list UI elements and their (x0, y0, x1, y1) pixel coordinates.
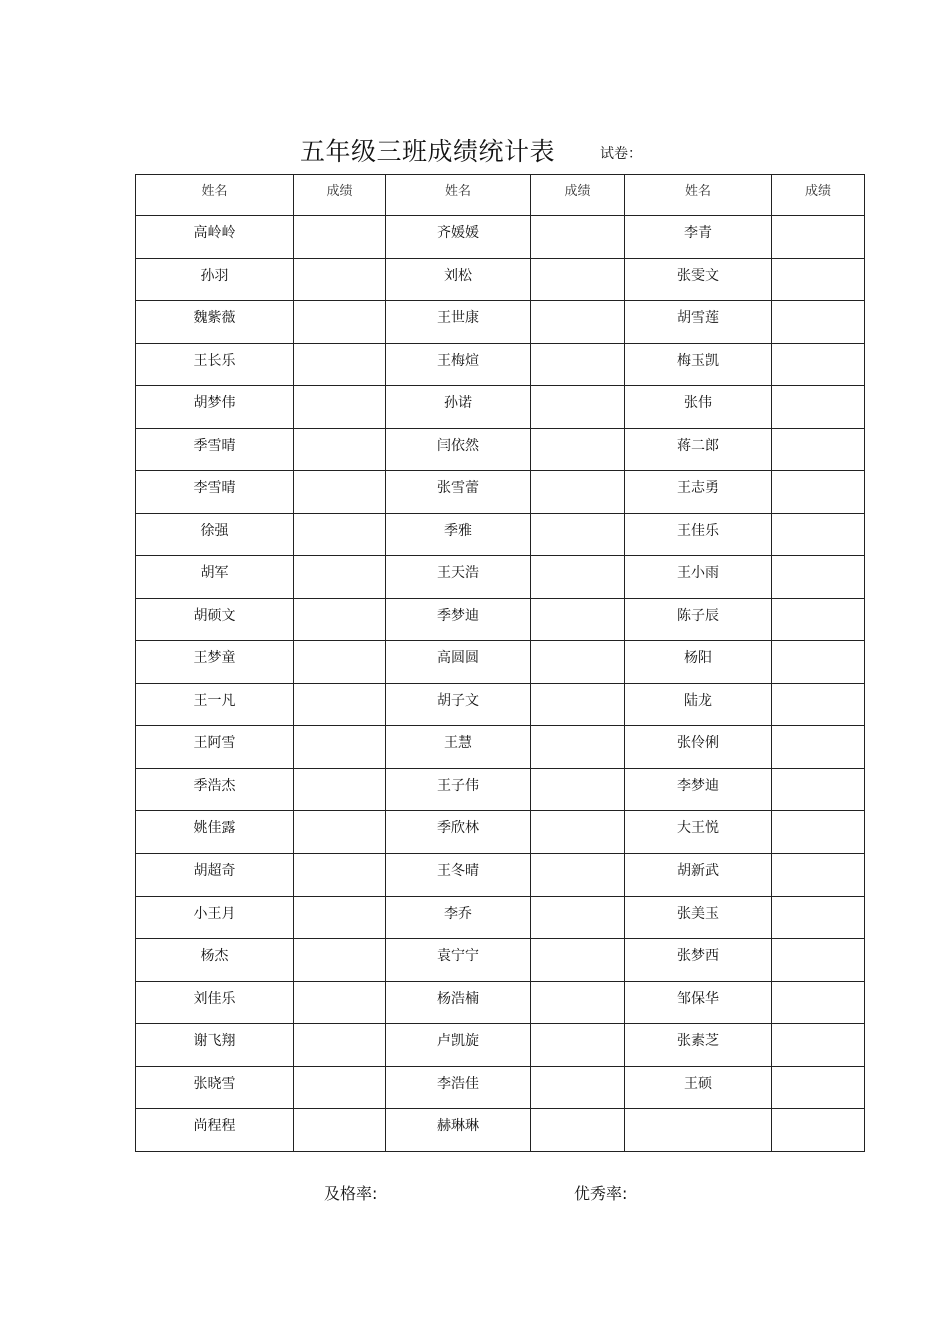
score-cell[interactable] (531, 471, 625, 514)
student-name-cell: 杨杰 (136, 939, 294, 982)
student-name-cell: 魏紫薇 (136, 301, 294, 344)
table-row (136, 641, 865, 684)
student-name-cell: 高圆圆 (386, 641, 531, 684)
exam-label: 试卷： (600, 146, 642, 162)
student-name-cell: 张雪蕾 (386, 471, 531, 514)
table-row (136, 683, 865, 726)
student-name-cell: 王慧 (386, 726, 531, 769)
student-name-cell: 季梦迪 (386, 598, 531, 641)
student-name-cell: 李梦迪 (625, 768, 772, 811)
score-cell[interactable] (531, 641, 625, 684)
student-name-cell: 王硕 (625, 1066, 772, 1109)
student-name-cell: 胡雪莲 (625, 301, 772, 344)
table-row (136, 1109, 865, 1152)
student-name-cell: 王佳乐 (625, 513, 772, 556)
score-cell[interactable] (531, 768, 625, 811)
student-name-cell: 姚佳露 (136, 811, 294, 854)
score-cell[interactable] (294, 811, 386, 854)
score-cell[interactable] (294, 853, 386, 896)
score-cell[interactable] (531, 683, 625, 726)
student-name-cell: 刘佳乐 (136, 981, 294, 1024)
score-cell[interactable] (772, 343, 865, 386)
score-cell[interactable] (294, 939, 386, 982)
student-name-cell: 孙诺 (386, 386, 531, 429)
student-name-cell: 小王月 (136, 896, 294, 939)
score-cell[interactable] (772, 896, 865, 939)
score-cell[interactable] (531, 1024, 625, 1067)
score-cell[interactable] (772, 386, 865, 429)
score-cell[interactable] (531, 939, 625, 982)
score-cell[interactable] (294, 386, 386, 429)
score-cell[interactable] (772, 1109, 865, 1152)
score-cell[interactable] (772, 513, 865, 556)
grades-table (135, 174, 865, 1152)
student-name-cell: 李乔 (386, 896, 531, 939)
student-name-cell: 陆龙 (625, 683, 772, 726)
student-name-cell: 尚程程 (136, 1109, 294, 1152)
table-row (136, 939, 865, 982)
excellent-rate-label: 优秀率: (574, 1184, 628, 1203)
student-name-cell: 高岭岭 (136, 216, 294, 259)
student-name-cell: 齐媛媛 (386, 216, 531, 259)
student-name-cell: 张美玉 (625, 896, 772, 939)
score-cell[interactable] (531, 428, 625, 471)
score-cell[interactable] (294, 471, 386, 514)
student-name-cell: 李浩佳 (386, 1066, 531, 1109)
student-name-cell: 王子伟 (386, 768, 531, 811)
student-name-cell (625, 1109, 772, 1152)
score-cell[interactable] (772, 726, 865, 769)
score-cell[interactable] (531, 343, 625, 386)
table-row (136, 301, 865, 344)
score-cell[interactable] (531, 896, 625, 939)
score-cell[interactable] (531, 386, 625, 429)
table-row (136, 428, 865, 471)
table-row (136, 513, 865, 556)
student-name-cell: 张晓雪 (136, 1066, 294, 1109)
score-cell[interactable] (294, 981, 386, 1024)
student-name-cell: 王梅煊 (386, 343, 531, 386)
student-name-cell: 梅玉凯 (625, 343, 772, 386)
score-cell[interactable] (294, 216, 386, 259)
score-cell[interactable] (531, 598, 625, 641)
student-name-cell: 王冬晴 (386, 853, 531, 896)
score-cell[interactable] (772, 301, 865, 344)
student-name-cell: 刘松 (386, 258, 531, 301)
score-cell[interactable] (531, 1066, 625, 1109)
student-name-cell: 张伟 (625, 386, 772, 429)
score-cell[interactable] (772, 216, 865, 259)
table-row (136, 811, 865, 854)
student-name-cell: 王天浩 (386, 556, 531, 599)
score-cell[interactable] (772, 939, 865, 982)
score-cell[interactable] (772, 471, 865, 514)
header-row (136, 175, 865, 216)
table-row (136, 258, 865, 301)
student-name-cell: 胡梦伟 (136, 386, 294, 429)
score-cell[interactable] (294, 301, 386, 344)
score-cell[interactable] (531, 513, 625, 556)
student-name-cell: 季雪晴 (136, 428, 294, 471)
table-row (136, 1024, 865, 1067)
student-name-cell: 邹保华 (625, 981, 772, 1024)
score-cell[interactable] (294, 768, 386, 811)
score-cell[interactable] (531, 981, 625, 1024)
student-name-cell: 张伶俐 (625, 726, 772, 769)
student-name-cell: 胡硕文 (136, 598, 294, 641)
student-name-cell: 王梦童 (136, 641, 294, 684)
student-name-cell: 陈子辰 (625, 598, 772, 641)
student-name-cell: 孙羽 (136, 258, 294, 301)
table-row (136, 726, 865, 769)
student-name-cell: 张雯文 (625, 258, 772, 301)
score-cell[interactable] (772, 1066, 865, 1109)
student-name-cell: 王一凡 (136, 683, 294, 726)
score-cell[interactable] (772, 683, 865, 726)
table-row (136, 981, 865, 1024)
score-cell[interactable] (294, 598, 386, 641)
column-header-name: 姓名 (136, 175, 294, 216)
score-cell[interactable] (531, 216, 625, 259)
score-cell[interactable] (294, 1024, 386, 1067)
score-cell[interactable] (294, 428, 386, 471)
score-cell[interactable] (294, 343, 386, 386)
score-cell[interactable] (294, 726, 386, 769)
student-name-cell: 王阿雪 (136, 726, 294, 769)
score-cell[interactable] (772, 556, 865, 599)
column-header-score: 成绩 (772, 175, 865, 216)
score-cell[interactable] (294, 1109, 386, 1152)
pass-rate-label: 及格率: (324, 1184, 378, 1203)
student-name-cell: 王小雨 (625, 556, 772, 599)
student-name-cell: 蒋二郎 (625, 428, 772, 471)
student-name-cell: 张梦西 (625, 939, 772, 982)
table-row (136, 896, 865, 939)
score-cell[interactable] (772, 981, 865, 1024)
student-name-cell: 季欣林 (386, 811, 531, 854)
student-name-cell: 季浩杰 (136, 768, 294, 811)
score-cell[interactable] (772, 641, 865, 684)
score-cell[interactable] (772, 811, 865, 854)
table-row (136, 598, 865, 641)
table-row (136, 343, 865, 386)
student-name-cell: 王世康 (386, 301, 531, 344)
score-cell[interactable] (531, 1109, 625, 1152)
score-cell[interactable] (531, 811, 625, 854)
score-cell[interactable] (294, 1066, 386, 1109)
table-row (136, 556, 865, 599)
student-name-cell: 卢凯旋 (386, 1024, 531, 1067)
student-name-cell: 季雅 (386, 513, 531, 556)
table-row (136, 853, 865, 896)
score-cell[interactable] (294, 641, 386, 684)
column-header-score: 成绩 (531, 175, 625, 216)
score-cell[interactable] (772, 853, 865, 896)
table-row (136, 216, 865, 259)
table-row (136, 1066, 865, 1109)
student-name-cell: 胡超奇 (136, 853, 294, 896)
score-cell[interactable] (772, 1024, 865, 1067)
score-cell[interactable] (294, 513, 386, 556)
student-name-cell: 大王悦 (625, 811, 772, 854)
student-name-cell: 赫琳琳 (386, 1109, 531, 1152)
student-name-cell: 王志勇 (625, 471, 772, 514)
score-cell[interactable] (531, 258, 625, 301)
score-cell[interactable] (531, 556, 625, 599)
score-cell[interactable] (772, 768, 865, 811)
score-cell[interactable] (772, 598, 865, 641)
student-name-cell: 李雪晴 (136, 471, 294, 514)
student-name-cell: 闫依然 (386, 428, 531, 471)
score-cell[interactable] (294, 258, 386, 301)
table-row (136, 768, 865, 811)
student-name-cell: 王长乐 (136, 343, 294, 386)
page-title: 五年级三班成绩统计表 (300, 137, 556, 166)
student-name-cell: 胡新武 (625, 853, 772, 896)
score-cell[interactable] (772, 258, 865, 301)
column-header-name: 姓名 (625, 175, 772, 216)
student-name-cell: 张素芝 (625, 1024, 772, 1067)
score-cell[interactable] (531, 853, 625, 896)
student-name-cell: 李青 (625, 216, 772, 259)
score-cell[interactable] (294, 683, 386, 726)
column-header-name: 姓名 (386, 175, 531, 216)
score-cell[interactable] (772, 428, 865, 471)
score-cell[interactable] (294, 896, 386, 939)
score-cell[interactable] (531, 301, 625, 344)
student-name-cell: 杨阳 (625, 641, 772, 684)
score-cell[interactable] (294, 556, 386, 599)
student-name-cell: 徐强 (136, 513, 294, 556)
student-name-cell: 胡军 (136, 556, 294, 599)
score-cell[interactable] (531, 726, 625, 769)
table-row (136, 386, 865, 429)
student-name-cell: 杨浩楠 (386, 981, 531, 1024)
column-header-score: 成绩 (294, 175, 386, 216)
student-name-cell: 袁宁宁 (386, 939, 531, 982)
table-row (136, 471, 865, 514)
student-name-cell: 胡子文 (386, 683, 531, 726)
student-name-cell: 谢飞翔 (136, 1024, 294, 1067)
